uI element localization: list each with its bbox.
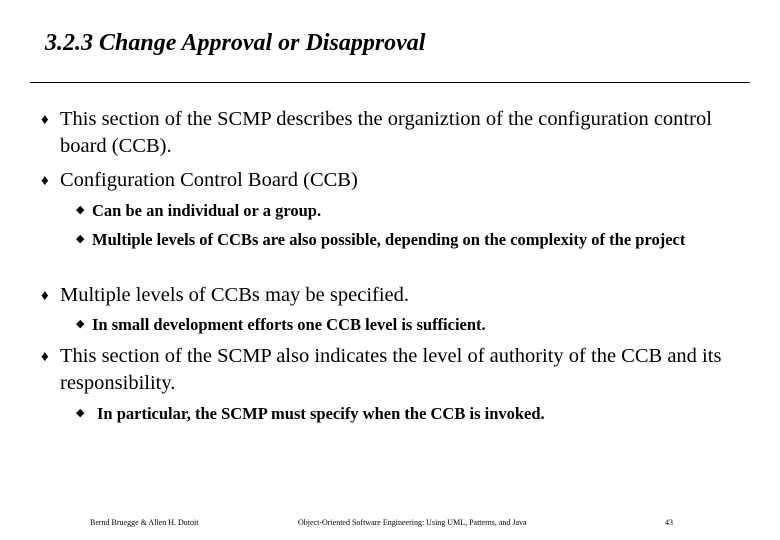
bullet-text: This section of the SCMP describes the organiztion of the configuration control board (CCB). xyxy=(60,108,712,157)
subbullet-item xyxy=(76,402,737,425)
footer-authors: Bernd Bruegge & Allen H. Dutoit xyxy=(90,518,199,527)
bullet-item xyxy=(41,343,750,397)
bullet-item xyxy=(41,106,750,160)
subbullet-item xyxy=(76,228,732,251)
diamond-bullet-icon: ♦ xyxy=(41,173,49,189)
small-diamond-bullet-icon: ◆ xyxy=(76,407,85,419)
subbullet-text: In particular, the SCMP must specify when the CCB is invoked. xyxy=(97,404,545,423)
footer-book-title: Object-Oriented Software Engineering: Using UML, Patterns, and Java xyxy=(298,518,527,527)
footer-page-number: 43 xyxy=(665,518,673,527)
subbullet-text: Can be an individual or a group. xyxy=(92,201,322,220)
subbullet-text: Multiple levels of CCBs are also possible, depending on the complexity of the project xyxy=(92,230,686,249)
bullet-item xyxy=(41,167,750,194)
bullet-text: Configuration Control Board (CCB) xyxy=(60,169,358,191)
subbullet-item xyxy=(76,313,732,336)
diamond-bullet-icon: ♦ xyxy=(41,112,49,128)
small-diamond-bullet-icon: ◆ xyxy=(76,318,85,330)
bullet-item xyxy=(41,282,750,309)
bullet-text: This section of the SCMP also indicates the level of authority of the CCB and its responsibility. xyxy=(60,345,722,394)
diamond-bullet-icon: ♦ xyxy=(41,288,49,304)
subbullet-text: In small development efforts one CCB level is sufficient. xyxy=(92,315,486,334)
title-divider xyxy=(30,82,750,83)
bullet-text: Multiple levels of CCBs may be specified. xyxy=(60,284,410,306)
small-diamond-bullet-icon: ◆ xyxy=(76,233,85,245)
subbullet-item xyxy=(76,199,732,222)
diamond-bullet-icon: ♦ xyxy=(41,349,49,365)
small-diamond-bullet-icon: ◆ xyxy=(76,204,85,216)
slide-title: 3.2.3 Change Approval or Disapproval xyxy=(45,30,426,56)
